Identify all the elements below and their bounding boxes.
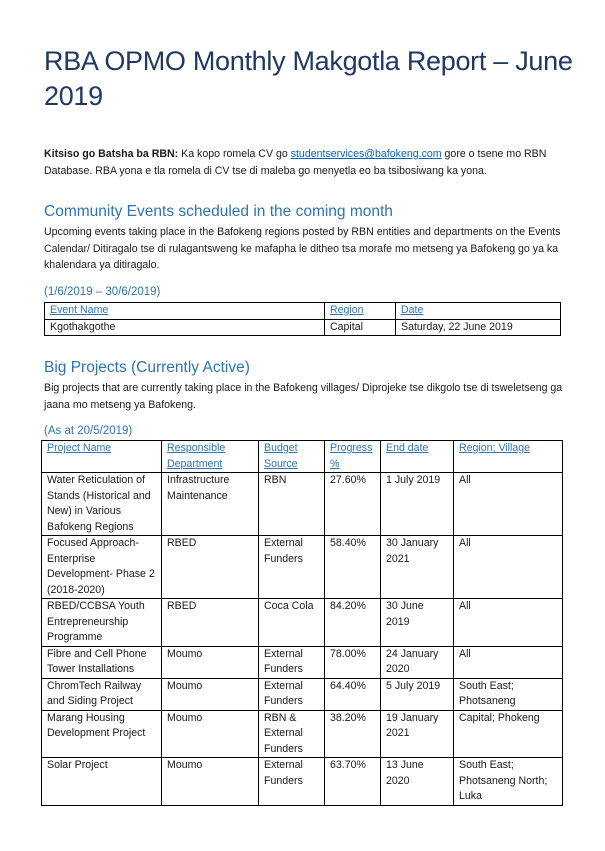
- end-date-cell: 1 July 2019: [381, 473, 454, 536]
- region-village-cell: All: [454, 536, 563, 599]
- region-village-cell: Capital; Phokeng: [454, 710, 563, 758]
- projects-col-responsible-department: Responsible Department: [162, 441, 259, 473]
- end-date-cell: 13 June 2020: [381, 758, 454, 806]
- budget-source-cell: External Funders: [259, 536, 325, 599]
- report-title: RBA OPMO Monthly Makgotla Report – June 2019: [44, 46, 573, 111]
- progress-cell: 63.70%: [325, 758, 381, 806]
- progress-cell: 78.00%: [325, 646, 381, 678]
- projects-col-progress: Progress %: [325, 441, 381, 473]
- budget-source-cell: RBN & External Funders: [259, 710, 325, 758]
- department-cell: Moumo: [162, 646, 259, 678]
- notice-label: Kitsiso go Batsha ba RBN:: [44, 148, 179, 160]
- end-date-cell: 24 January 2020: [381, 646, 454, 678]
- project-name-cell: Solar Project: [42, 758, 162, 806]
- table-row: [42, 710, 563, 758]
- project-name-cell: Marang Housing Development Project: [42, 710, 162, 758]
- end-date-cell: 5 July 2019: [381, 678, 454, 710]
- department-cell: Moumo: [162, 710, 259, 758]
- projects-as-at: (As at 20/5/2019): [44, 425, 133, 437]
- event-region-cell: Capital: [325, 319, 396, 336]
- table-row: [42, 536, 563, 599]
- table-row: [42, 678, 563, 710]
- end-date-cell: 19 January 2021: [381, 710, 454, 758]
- event-date-cell: Saturday, 22 June 2019: [396, 319, 561, 336]
- notice-text-1: Ka kopo romela CV go: [178, 148, 291, 160]
- table-row: [42, 646, 563, 678]
- end-date-cell: 30 June 2019: [381, 599, 454, 647]
- progress-cell: 38.20%: [325, 710, 381, 758]
- projects-table: [41, 440, 563, 806]
- budget-source-cell: External Funders: [259, 646, 325, 678]
- table-row: [42, 599, 563, 647]
- projects-col-project-name: Project Name: [42, 441, 162, 473]
- student-services-email-link[interactable]: studentservices@bafokeng.com: [290, 148, 442, 160]
- project-name-cell: RBED/CCBSA Youth Entrepreneurship Programme: [42, 599, 162, 647]
- progress-cell: 27.60%: [325, 473, 381, 536]
- project-name-cell: ChromTech Railway and Siding Project: [42, 678, 162, 710]
- table-row: [42, 473, 563, 536]
- projects-col-end-date: End date: [381, 441, 454, 473]
- student-notice: [44, 146, 564, 179]
- events-table: [44, 302, 561, 336]
- progress-cell: 64.40%: [325, 678, 381, 710]
- budget-source-cell: External Funders: [259, 678, 325, 710]
- department-cell: RBED: [162, 536, 259, 599]
- events-col-date: Date: [396, 303, 561, 320]
- notice-text-2: gore o tsene mo RBN Database. RBA yona e tla romela di CV tse di maleba go menyetla eo ba tsibosiwang ka yona.: [44, 148, 547, 177]
- table-row: [45, 319, 561, 336]
- end-date-cell: 30 January 2021: [381, 536, 454, 599]
- department-cell: RBED: [162, 599, 259, 647]
- region-village-cell: South East; Photsaneng North; Luka: [454, 758, 563, 806]
- big-projects-heading: Big Projects (Currently Active): [44, 359, 250, 376]
- region-village-cell: All: [454, 473, 563, 536]
- department-cell: Moumo: [162, 678, 259, 710]
- region-village-cell: All: [454, 599, 563, 647]
- events-col-event-name: Event Name: [45, 303, 325, 320]
- event-name-cell: Kgothakgothe: [45, 319, 325, 336]
- events-header-row: [45, 303, 561, 320]
- department-cell: Moumo: [162, 758, 259, 806]
- progress-cell: 58.40%: [325, 536, 381, 599]
- progress-cell: 84.20%: [325, 599, 381, 647]
- community-events-intro: Upcoming events taking place in the Bafokeng regions posted by RBN entities and departments on the Events Calendar/ Ditiragalo tse di rulagantsweng ke mafapha le ditheo tsa morafe mo metseng ya Bafokeng go ya ka khalendara ya ditiragalo.: [44, 226, 561, 272]
- table-row: [42, 758, 563, 806]
- projects-col-budget-source: Budget Source: [259, 441, 325, 473]
- big-projects-intro: Big projects that are currently taking place in the Bafokeng villages/ Diprojeke tse dikgolo tse di tsweletseng ga jaana mo metseng ya Bafokeng.: [44, 382, 563, 411]
- projects-col-region-village: Region; Village: [454, 441, 563, 473]
- project-name-cell: Focused Approach-Enterprise Development- Phase 2 (2018-2020): [42, 536, 162, 599]
- region-village-cell: All: [454, 646, 563, 678]
- project-name-cell: Fibre and Cell Phone Tower Installations: [42, 646, 162, 678]
- community-events-heading: Community Events scheduled in the coming month: [44, 203, 393, 220]
- budget-source-cell: RBN: [259, 473, 325, 536]
- region-village-cell: South East; Photsaneng: [454, 678, 563, 710]
- project-name-cell: Water Reticulation of Stands (Historical and New) in Various Bafokeng Regions: [42, 473, 162, 536]
- department-cell: Infrastructure Maintenance: [162, 473, 259, 536]
- budget-source-cell: Coca Cola: [259, 599, 325, 647]
- budget-source-cell: External Funders: [259, 758, 325, 806]
- events-period: (1/6/2019 – 30/6/2019): [44, 286, 161, 298]
- projects-header-row: [42, 441, 563, 473]
- events-col-region: Region: [325, 303, 396, 320]
